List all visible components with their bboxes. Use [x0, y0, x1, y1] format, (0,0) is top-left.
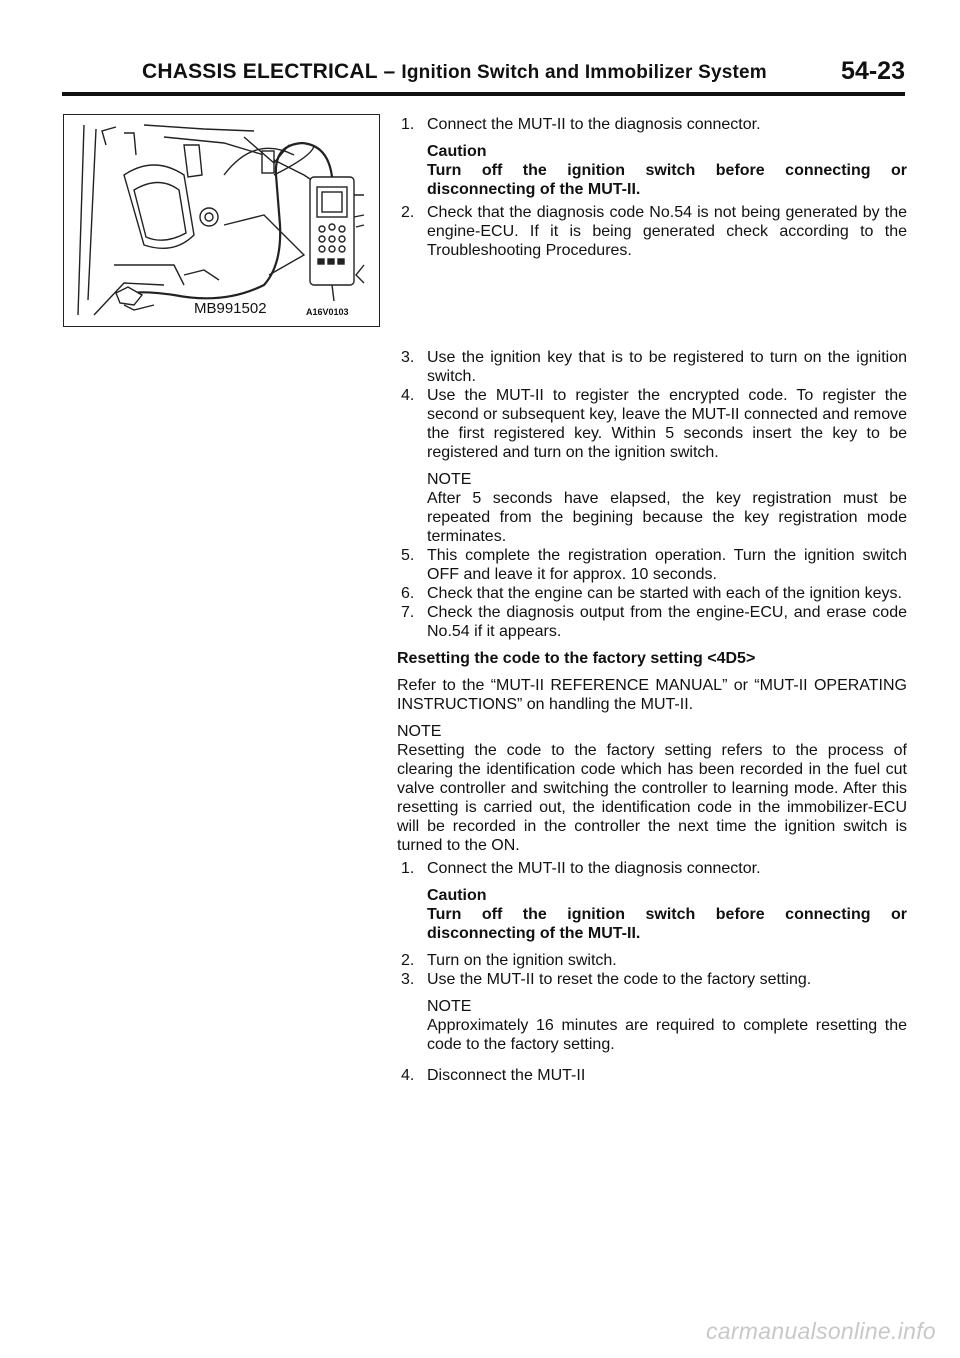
list-item: 7. Check the diagnosis output from the engine-ECU, and erase code No.54 if it appears.: [401, 604, 907, 640]
header-section: CHASSIS ELECTRICAL: [142, 60, 378, 83]
reset-note-block: [397, 722, 907, 855]
note-block: [397, 470, 907, 546]
list-item: 6. Check that the engine can be started with each of the ignition keys.: [401, 585, 902, 602]
note-text: Resetting the code to the factory setting refers to the process of clearing the identification code which has been recorded in the fuel cut valve controller and switching the controller to learning mode. After this resetting is carried out, the identification code in the immobilizer-ECU will be recorded in the controller the next time the ignition switch is turned to the ON.: [397, 742, 907, 854]
caution-block: [397, 142, 907, 199]
mut-connection-illustration: [64, 115, 380, 327]
watermark: carmanualsonline.info: [705, 1318, 936, 1344]
header-dash: –: [383, 60, 396, 83]
caution-label: Caution: [427, 143, 487, 160]
page-header: [62, 57, 905, 92]
diagram-figure: [63, 114, 380, 327]
list-item: 2. Turn on the ignition switch.: [401, 952, 617, 969]
note-label: NOTE: [397, 723, 442, 740]
figure-ref: A16V0103: [306, 307, 349, 317]
header-rule: [62, 92, 905, 96]
note-block: [397, 997, 907, 1054]
note-text: After 5 seconds have elapsed, the key registration must be repeated from the begining because the key registration mode terminates.: [427, 490, 907, 545]
list-item: 3. Use the MUT-II to reset the code to the factory setting.: [401, 971, 812, 988]
page-number: 54-23: [841, 57, 905, 85]
list-item: 4. Disconnect the MUT-II: [401, 1067, 586, 1084]
list-item: 4. Use the MUT-II to register the encrypted code. To register the second or subsequent key, leave the MUT-II connected and remove the first registered key. Within 5 seconds insert the key to be registered and turn on the ignition switch.: [401, 387, 907, 461]
top-steps: [397, 115, 907, 260]
caution-text: Turn off the ignition switch before connecting or disconnecting of the MUT-II.: [427, 162, 907, 198]
note-label: NOTE: [427, 998, 472, 1015]
header-subsection: Ignition Switch and Immobilizer System: [401, 62, 767, 83]
reset-intro: Refer to the “MUT-II REFERENCE MANUAL” or “MUT-II OPERATING INSTRUCTIONS” on handling the MUT-II.: [397, 677, 907, 713]
list-item: 1. Connect the MUT-II to the diagnosis connector.: [401, 116, 761, 133]
tool-code: MB991502: [194, 300, 267, 317]
list-item: 3. Use the ignition key that is to be registered to turn on the ignition switch.: [401, 349, 907, 385]
note-text: Approximately 16 minutes are required to complete resetting the code to the factory setting.: [427, 1017, 907, 1053]
note-label: NOTE: [427, 471, 472, 488]
caution-label: Caution: [427, 887, 487, 904]
caution-block: [397, 886, 907, 943]
list-item: 1. Connect the MUT-II to the diagnosis connector.: [401, 860, 761, 877]
list-item: 5. This complete the registration operation. Turn the ignition switch OFF and leave it for approx. 10 seconds.: [401, 547, 907, 583]
caution-text: Turn off the ignition switch before connecting or disconnecting of the MUT-II.: [427, 906, 907, 942]
registration-steps: [397, 348, 907, 1085]
list-item: 2. Check that the diagnosis code No.54 is not being generated by the engine-ECU. If it is being generated check according to the Troubleshooting Procedures.: [401, 204, 907, 259]
header-title: [142, 60, 767, 84]
reset-heading: Resetting the code to the factory setting <4D5>: [397, 650, 756, 667]
